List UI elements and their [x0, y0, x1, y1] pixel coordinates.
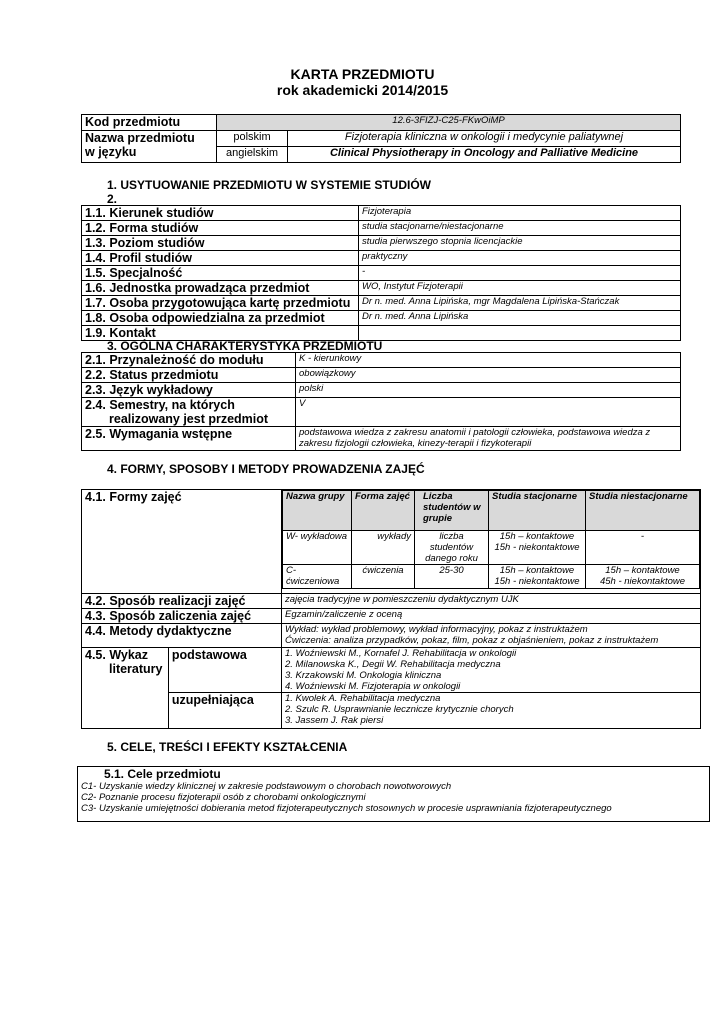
s3-label-2: 2.2. Status przedmiotu	[82, 368, 296, 383]
lit-basic-item: 3. Krzakowski M. Onkologia kliniczna	[285, 670, 442, 681]
forms-form-c: ćwiczenia	[352, 565, 415, 589]
forms-group-w: W- wykładowa	[283, 531, 352, 565]
name-label-line1: Nazwa przedmiotu	[85, 131, 195, 145]
goals-box	[77, 766, 710, 822]
s3-label-5: 2.5. Wymagania wstępne	[82, 427, 296, 451]
lit-extra-item: 1. Kwolek A. Rehabilitacja medyczna	[285, 693, 441, 704]
s1-label: 1.8. Osoba odpowiedzialna za przedmiot	[82, 311, 359, 326]
goal-item: C1- Uzyskanie wiedzy klinicznej w zakresie podstawowym o chorobach nowotworowych	[81, 781, 452, 792]
section1-row	[82, 311, 681, 326]
forms-form-w: wykłady	[352, 531, 415, 565]
s1-label: 1.7. Osoba przygotowująca kartę przedmiotu	[82, 296, 359, 311]
s1-value: WO, Instytut Fizjoterapii	[359, 281, 681, 296]
s3-label-1: 2.1. Przynależność do modułu	[82, 353, 296, 368]
s3-label-3: 2.3. Język wykładowy	[82, 383, 296, 398]
lit-extra-list	[285, 693, 697, 726]
section1-row	[82, 266, 681, 281]
section4-table	[81, 489, 701, 729]
forms-head-niestac: Studia niestacjonarne	[586, 491, 700, 531]
course-code: 12.6-3FIZJ-C25-FKwOiMP	[217, 115, 681, 131]
lit-basic-list	[285, 648, 697, 692]
forms-label: 4.1. Formy zajęć	[82, 490, 282, 594]
s1-label: 1.6. Jednostka prowadząca przedmiot	[82, 281, 359, 296]
s1-value: -	[359, 266, 681, 281]
lit-extra-label: uzupełniająca	[168, 693, 281, 729]
s1-value: Dr n. med. Anna Lipińska, mgr Magdalena Lipińska-Stańczak	[359, 296, 681, 311]
s1-label: 1.5. Specjalność	[82, 266, 359, 281]
forms-count-c: 25-30	[415, 565, 489, 589]
section4-heading: 4. FORMY, SPOSOBY I METODY PROWADZENIA ZAJĘĆ	[107, 462, 425, 476]
name-label	[82, 131, 217, 163]
forms-head-group: Nazwa grupy	[283, 491, 352, 531]
literature-label-line2: literatury	[109, 662, 163, 676]
course-id-table	[81, 114, 681, 163]
section1-row	[82, 281, 681, 296]
course-name-en: Clinical Physiotherapy in Oncology and Palliative Medicine	[288, 147, 681, 163]
s1-label: 1.1. Kierunek studiów	[82, 206, 359, 221]
forms-group-c: C- ćwiczeniowa	[283, 565, 352, 589]
section3-heading: 3. OGÓLNA CHARAKTERYSTYKA PRZEDMIOTU	[107, 339, 383, 353]
goals-label: 5.1. Cele przedmiotu	[104, 767, 221, 781]
credit-value: Egzamin/zaliczenie z oceną	[282, 609, 701, 624]
forms-stac-w: 15h – kontaktowe 15h - niekontaktowe	[489, 531, 586, 565]
methods-line1: Wykład: wykład problemowy, wykład informacyjny, pokaz z instruktażem	[285, 624, 588, 635]
realization-label: 4.2. Sposób realizacji zajęć	[82, 594, 282, 609]
forms-cell	[282, 490, 701, 594]
forms-niestac-w: -	[586, 531, 700, 565]
academic-year: rok akademicki 2014/2015	[276, 82, 449, 98]
literature-label-line1: 4.5. Wykaz	[85, 648, 149, 662]
forms-head-stac: Studia stacjonarne	[489, 491, 586, 531]
section1-sub: 2.	[107, 192, 118, 206]
section1-row	[82, 221, 681, 236]
lit-extra-cell	[282, 693, 701, 729]
lang-pl-label: polskim	[217, 131, 288, 147]
goal-item: C2- Poznanie procesu fizjoterapii osób z chorobami onkologicznymi	[81, 792, 366, 803]
lit-basic-cell	[282, 648, 701, 693]
methods-value	[282, 624, 701, 648]
lit-basic-label: podstawowa	[168, 648, 281, 693]
s3-label-4-line2: realizowany jest przedmiot	[109, 412, 269, 426]
section1-row	[82, 251, 681, 266]
section1-row	[82, 236, 681, 251]
forms-stac-c: 15h – kontaktowe 15h - niekontaktowe	[489, 565, 586, 589]
s3-value-5: podstawowa wiedza z zakresu anatomii i patologii człowieka, podstawowa wiedza z zakresu fizjologii człowieka, kinezy-terapii i fizykoterapii	[296, 427, 681, 451]
lit-basic-item: 2. Milanowska K., Degii W. Rehabilitacja medyczna	[285, 659, 501, 670]
s3-label-4	[82, 398, 296, 427]
credit-label: 4.3. Sposób zaliczenia zajęć	[82, 609, 282, 624]
section5-heading: 5. CELE, TREŚCI I EFEKTY KSZTAŁCENIA	[107, 740, 348, 754]
lit-basic-item: 4. Woźniewski M. Fizjoterapia w onkologii	[285, 681, 461, 692]
s1-value: studia stacjonarne/niestacjonarne	[359, 221, 681, 236]
s1-label: 1.4. Profil studiów	[82, 251, 359, 266]
goal-item: C3- Uzyskanie umiejętności dobierania metod fizjoterapeutycznych stosownych w procesie usprawniania fizjoterapeutycznego	[81, 803, 612, 814]
s3-value-3: polski	[296, 383, 681, 398]
literature-label	[82, 648, 169, 729]
section1-row	[82, 206, 681, 221]
lit-extra-item: 3. Jassem J. Rak piersi	[285, 715, 384, 726]
s1-label: 1.3. Poziom studiów	[82, 236, 359, 251]
forms-head-count: Liczba studentów w grupie	[415, 491, 489, 531]
realization-value: zajęcia tradycyjne w pomieszczeniu dydaktycznym UJK	[282, 594, 701, 609]
s3-value-2: obowiązkowy	[296, 368, 681, 383]
forms-count-w: liczba studentów danego roku	[415, 531, 489, 565]
s1-value: praktyczny	[359, 251, 681, 266]
s1-label: 1.2. Forma studiów	[82, 221, 359, 236]
section3-table	[81, 352, 681, 451]
s1-label: 1.9. Kontakt	[82, 326, 359, 341]
lit-basic-item: 1. Woźniewski M., Kornafel J. Rehabilitacja w onkologii	[285, 648, 517, 659]
name-label-line2: w języku	[85, 145, 137, 159]
section1-row	[82, 296, 681, 311]
section1-table	[81, 205, 681, 341]
document-title: KARTA PRZEDMIOTU	[290, 66, 435, 82]
section1-heading: 1. USYTUOWANIE PRZEDMIOTU W SYSTEMIE STUDIÓW	[107, 178, 432, 192]
forms-head-form: Forma zajęć	[352, 491, 415, 531]
lit-extra-item: 2. Szulc R. Usprawnianie lecznicze krytycznie chorych	[285, 704, 514, 715]
methods-line2: Ćwiczenia: analiza przypadków, pokaz, film, pokaz z objaśnieniem, pokaz z instruktażem	[285, 635, 659, 646]
forms-table	[282, 490, 700, 589]
course-name-pl: Fizjoterapia kliniczna w onkologii i medycynie paliatywnej	[288, 131, 681, 147]
s3-value-1: K - kierunkowy	[296, 353, 681, 368]
s3-label-4-line1: 2.4. Semestry, na których	[85, 398, 235, 412]
s1-value: Fizjoterapia	[359, 206, 681, 221]
s1-value: studia pierwszego stopnia licencjackie	[359, 236, 681, 251]
s3-value-4: V	[296, 398, 681, 427]
s1-value	[359, 326, 681, 341]
code-label: Kod przedmiotu	[82, 115, 217, 131]
methods-label: 4.4. Metody dydaktyczne	[82, 624, 282, 648]
lang-en-label: angielskim	[217, 147, 288, 163]
forms-niestac-c: 15h – kontaktowe 45h - niekontaktowe	[586, 565, 700, 589]
s1-value: Dr n. med. Anna Lipińska	[359, 311, 681, 326]
